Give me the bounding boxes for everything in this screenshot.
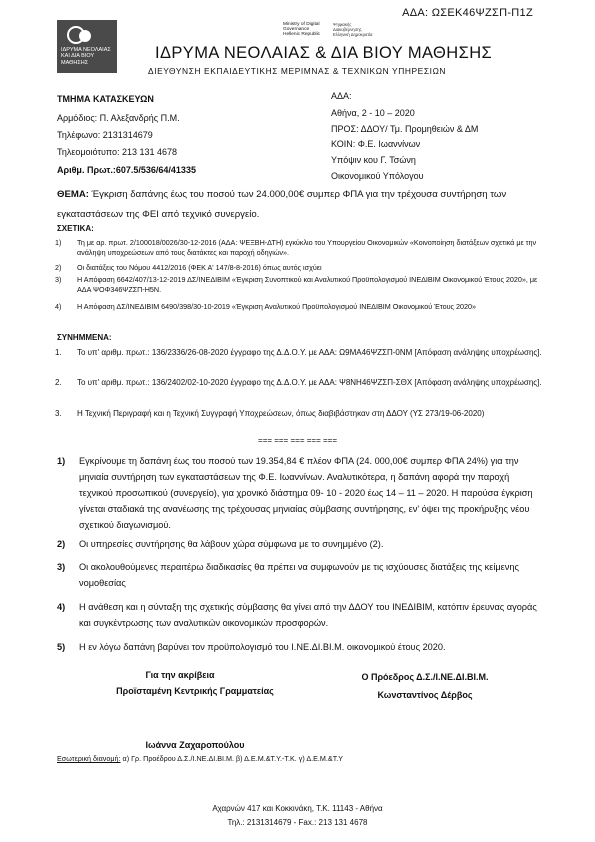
logo-text: ΙΔΡΥΜΑ ΝΕΟΛΑΙΑΣ ΚΑΙ ΔΙΑ ΒΙΟΥ ΜΑΘΗΣΗΣ xyxy=(61,47,111,66)
logo xyxy=(57,20,117,73)
list-item: 2) Οι διατάξεις του Νόμου 4412/2016 (ΦΕΚ Α' 147/8-8-2016) όπως αυτός ισχύει xyxy=(55,263,322,272)
sxetika-label: ΣΧΕΤΙΚΑ: xyxy=(57,224,94,233)
org-title: ΙΔΡΥΜΑ ΝΕΟΛΑΙΑΣ & ΔΙΑ ΒΙΟΥ ΜΑΘΗΣΗΣ xyxy=(155,44,493,62)
sig-left-1: Για την ακρίβεια xyxy=(145,670,215,680)
sig-left-2: Προϊσταμένη Κεντρικής Γραμματείας xyxy=(116,686,274,696)
org-subtitle: ΔΙΕΥΘΥΝΣΗ ΕΚΠΑΙΔΕΥΤΙΚΗΣ ΜΕΡΙΜΝΑΣ & ΤΕΧΝΙΚΩΝ ΥΠΗΡΕΣΙΩΝ xyxy=(148,66,447,76)
internal-distribution xyxy=(57,754,343,763)
sender-dept: ΤΜΗΜΑ ΚΑΤΑΣΚΕΥΩΝ xyxy=(57,94,154,104)
ministry-en: Ministry of Digital Governance Hellenic Republic xyxy=(283,22,321,38)
sender-phone: Τηλέφωνο: 2131314679 xyxy=(57,130,153,140)
thema-text: Έγκριση δαπάνης έως του ποσού των 24.000,00€ συμπερ ΦΠΑ για την τρέχουσα συντήρηση των εγκαταστάσεων της ΦΕΙ από τεχνικό συνεργείο. xyxy=(57,189,507,220)
ministry-gr: Ψηφιακής Διακυβέρνησης Ελληνική Δημοκρατία xyxy=(333,22,373,38)
sender-fax: Τηλεομοιότυπο: 213 131 4678 xyxy=(57,147,178,157)
footer-phone: Τηλ.: 2131314679 - Fax.: 213 131 4678 xyxy=(227,818,368,827)
list-item: 4) Η Απόφαση ΔΣ/ΙΝΕΔΙΒΙΜ 6490/398/30-10-2019 «Έγκριση Αναλυτικού Προϋπολογισμού ΙΝΕΔΙΒΙΜ Οικονομικού Έτους 2020» xyxy=(55,302,476,311)
recipient-date: Αθήνα, 2 - 10 – 2020 xyxy=(331,108,415,118)
list-item: 3) Η Απόφαση 6642/407/13-12-2019 ΔΣ/ΙΝΕΔΙΒΙΜ «Έγκριση Συνοπτικού και Αναλυτικού Προϋπολογισμού ΙΝΕΔΙΒΙΜ Οικονομικού Έτους 2020», με ΑΔΑ ΨΟΦ346ΨΖΣΠ-Η5Ν. xyxy=(55,275,538,294)
synimmena-label: ΣΥΝΗΜΜΕΝΑ: xyxy=(57,333,112,342)
sig-right-2: Κωνσταντίνος Δέρβος xyxy=(377,690,473,700)
thema xyxy=(57,185,547,225)
recipient-kyp: Υπόψιν κου Γ. Τσώνη xyxy=(331,155,416,165)
sig-left-name: Ιωάννα Ζαχαροπούλου xyxy=(145,740,245,750)
sender-responsible: Αρμόδιος: Π. Αλεξανδρής Π.Μ. xyxy=(57,113,180,123)
recipient-to: ΠΡΟΣ: ΔΔΟΥ/ Τμ. Προμηθειών & ΔΜ xyxy=(331,124,479,134)
internal-text: α) Γρ. Προέδρου Δ.Σ./Ι.ΝΕ.ΔΙ.ΒΙ.Μ. β) Δ.Ε.Μ.&Τ.Υ.-Τ.Κ. γ) Δ.Ε.Μ.&Τ.Υ xyxy=(122,754,344,763)
thema-label: ΘΕΜΑ: xyxy=(57,189,89,200)
logo-dot-icon xyxy=(79,30,91,42)
ada-top: ΑΔΑ: ΩΣΕΚ46ΨΖΣΠ-Π1Ζ xyxy=(402,7,533,19)
internal-label: Εσωτερική διανομή: xyxy=(57,754,121,763)
separator: === === === === === xyxy=(258,436,337,445)
recipient-koin: ΚΟΙΝ: Φ.Ε. Ιωαννίνων xyxy=(331,139,421,149)
recipient-oik: Οικονομικού Υπόλογου xyxy=(331,171,424,181)
sig-right-1: Ο Πρόεδρος Δ.Σ./Ι.ΝΕ.ΔΙ.ΒΙ.Μ. xyxy=(361,672,489,682)
footer-address: Αχαρνών 417 και Κοκκινάκη, Τ.Κ. 11143 - Αθήνα xyxy=(212,804,383,813)
sender-prot: Αριθμ. Πρωτ.:607.5/536/64/41335 xyxy=(57,165,196,175)
recipient-ada: ΑΔΑ: xyxy=(331,91,352,101)
list-item: 1) Τη με αρ. πρωτ. 2/100018/0026/30-12-2016 (ΑΔΑ: ΨΕΞΒΗ-ΔΤΗ) εγκύκλιο του Υπουργείου Οικονομικών «Κοινοποίηση διατάξεων σχετικά με την ανάληψη υποχρεώσεων από τους διατάκτες και παροχή οδηγιών». xyxy=(55,238,537,257)
